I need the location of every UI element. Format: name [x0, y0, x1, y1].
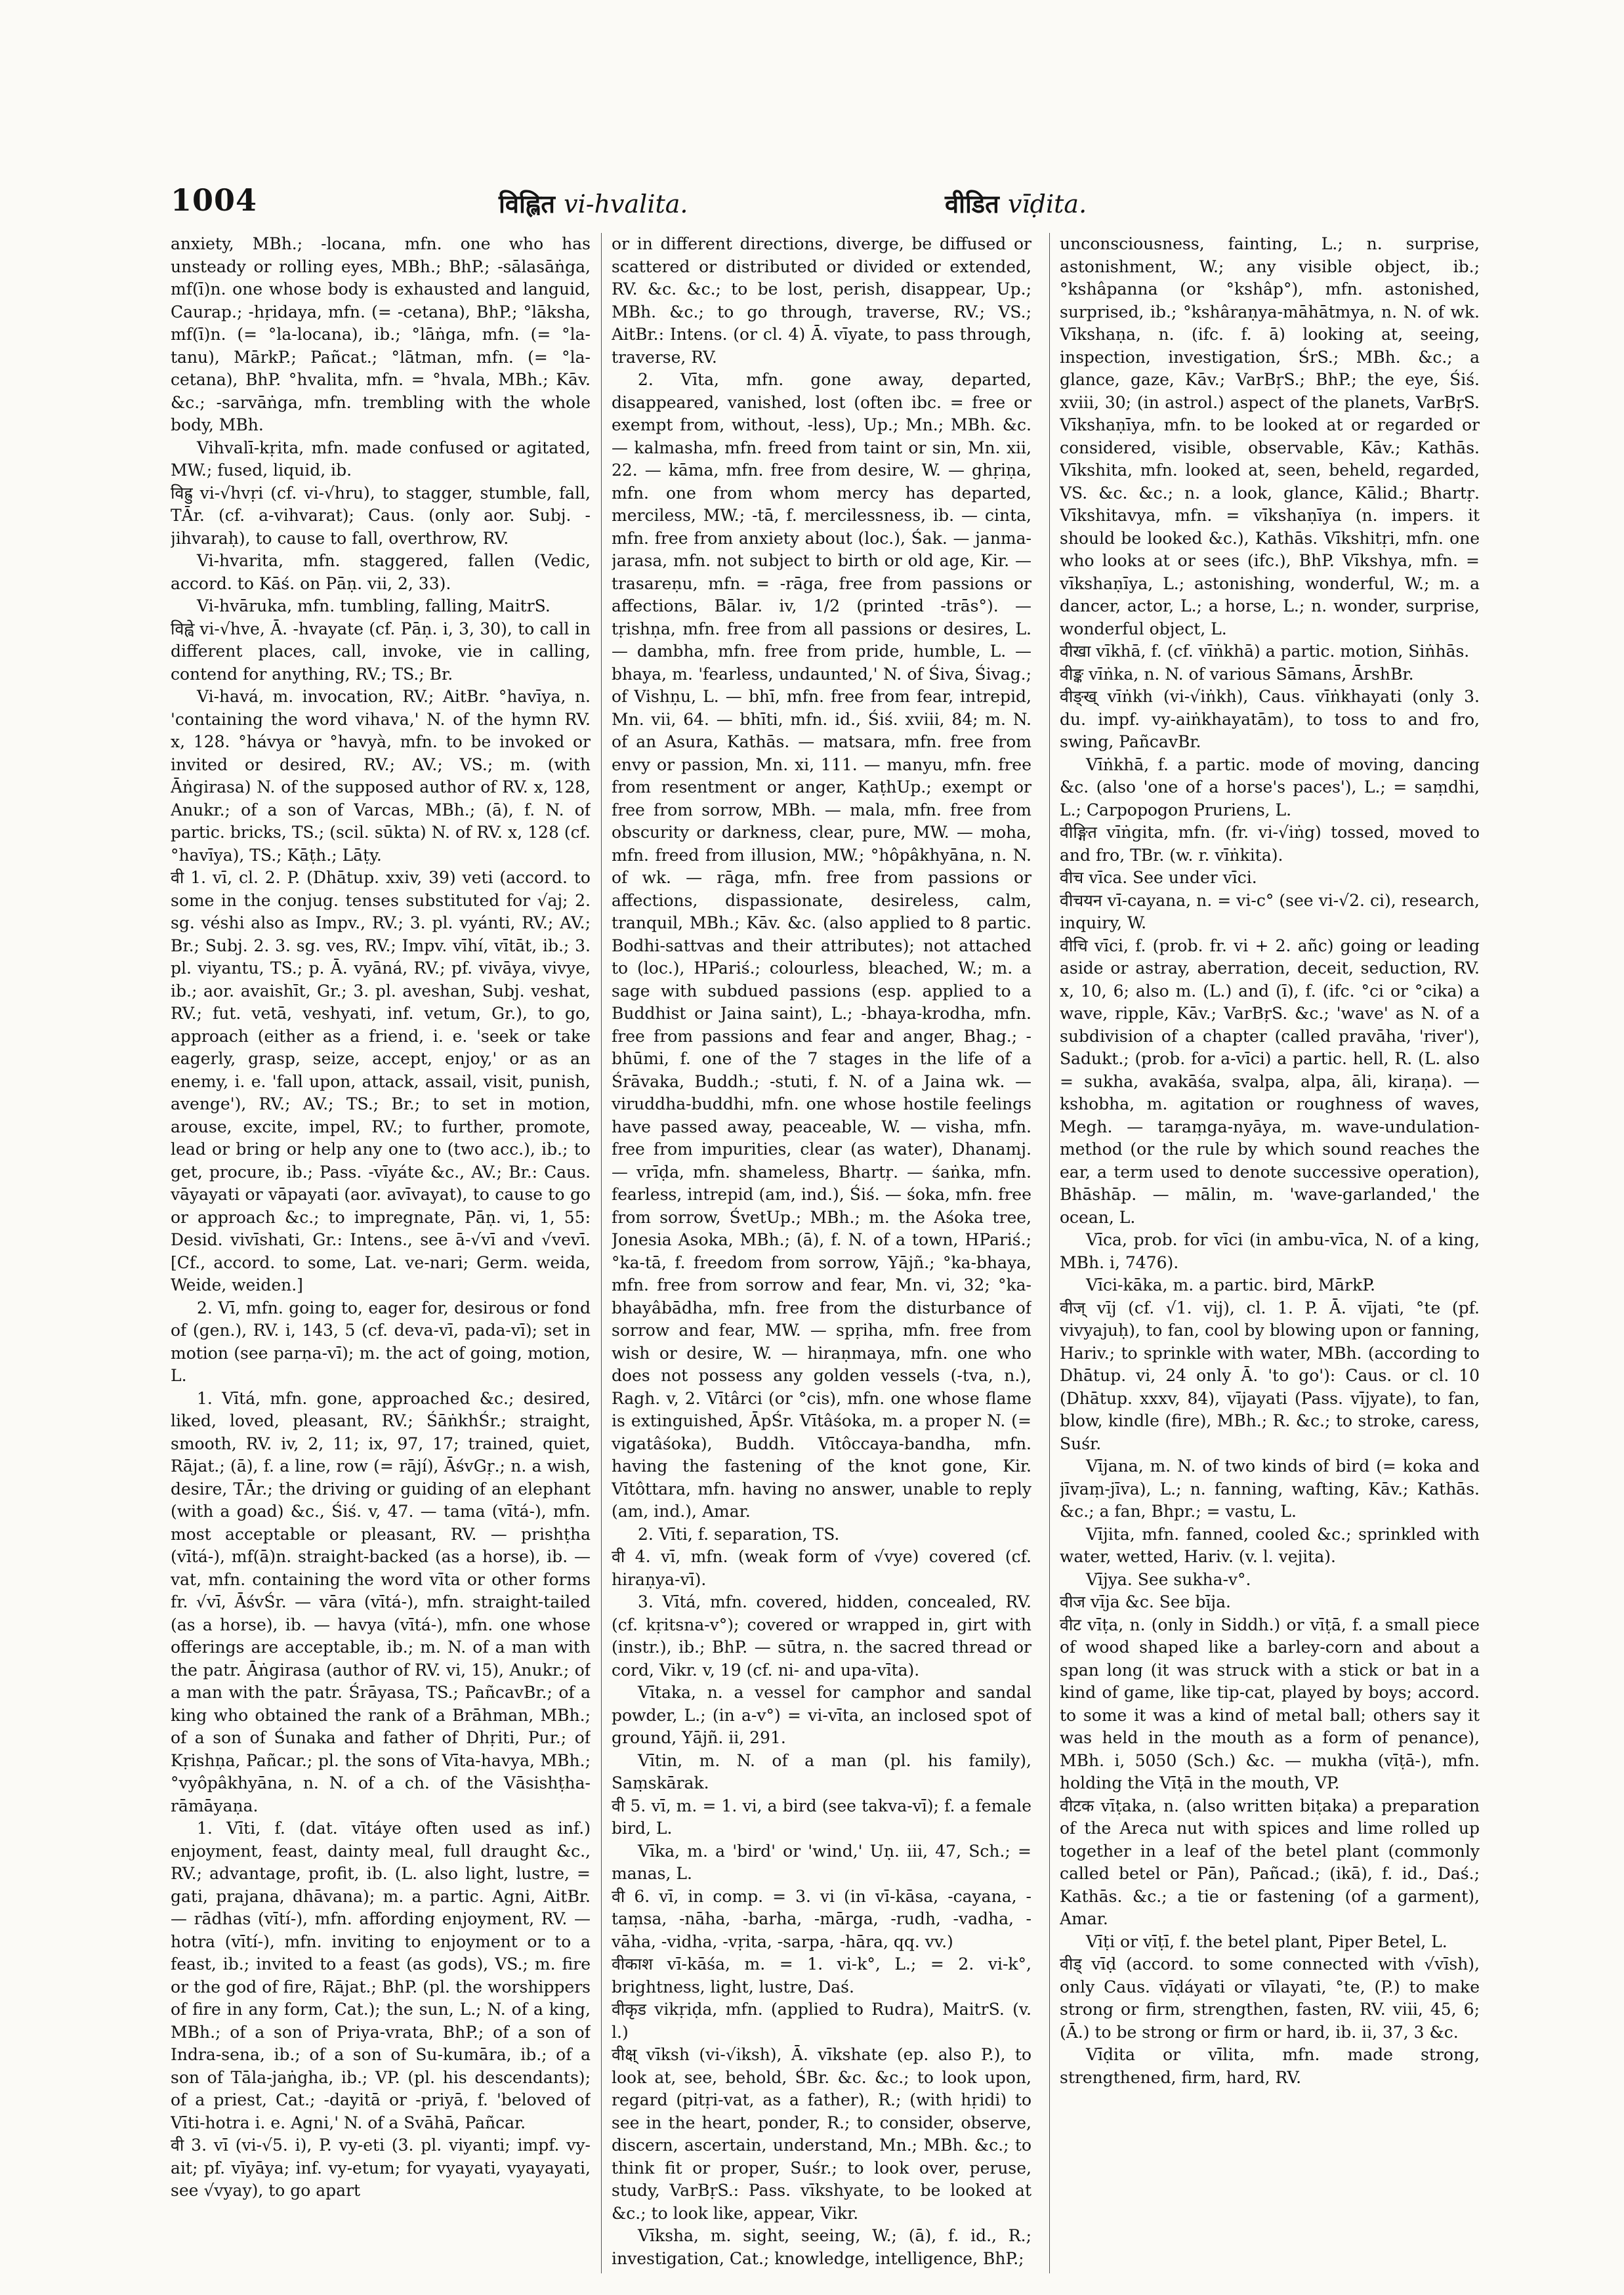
dictionary-entry: 2. Vīti, f. separation, TS.	[638, 1524, 840, 1544]
dictionary-entry: वी 6. vī, in comp. = 3. vi (in vī-kāsa, -cayana, -taṃsa, -nāha, -barha, -mārga, -rudh, -vadha, -vāha, -vidha, -vṛita, -sarpa, -hāra, qq. vv.)	[612, 1886, 1031, 1951]
column-divider	[1049, 233, 1050, 2273]
dictionary-entry: विह्रु vi-√hvṛi (cf. vi-√hru), to stagger, stumble, fall, TĀr. (cf. a-vihvarat); Caus. (only aor. Subj. -jihvaraḥ), to cause to fall, overthrow, RV.	[171, 483, 591, 548]
dictionary-entry: वीकाश vī-kāśa, m. = 1. vi-k°, L.; = 2. vi-k°, brightness, light, lustre, Daś.	[612, 1954, 1031, 1996]
dictionary-entry: or in different directions, diverge, be diffused or scattered or distributed or divided or extended, RV. &c. &c.; to be lost, perish, disappear, Up.; MBh. &c.; to go through, traverse, RV.; VS.; AitBr.: Intens. (or cl. 4) Ā. vīyate, to pass through, traverse, RV.	[612, 234, 1031, 367]
dictionary-entry: वीक्ष् vīksh (vi-√iksh), Ā. vīkshate (ep. also P.), to look at, see, behold, ŚBr. &c. &c.; to look upon, regard (pitṛi-vat, as a father), R.; (with hṛidi) to see in the heart, ponder, R.; to consider, observe, discern, ascertain, understand, Mn.; MBh. &c.; to think fit or proper, Suśr.; to look over, peruse, study, VarBṛS.: Pass. vīkshyate, to be looked at &c.; to look like, appear, Vikr.	[612, 2045, 1031, 2223]
dictionary-entry: वी 5. vī, m. = 1. vi, a bird (see takva-vī); f. a female bird, L.	[612, 1796, 1031, 1838]
dictionary-entry: Vīṭi or vīṭī, f. the betel plant, Piper Betel, L.	[1086, 1932, 1447, 1951]
dictionary-entry: वी 3. vī (vi-√5. i), P. vy-eti (3. pl. viyanti; impf. vy-ait; pf. vīyāya; inf. vy-etum; for vyayati, vyayayati, see √vyay), to go apart	[171, 2136, 591, 2200]
dictionary-entry: Vīksha, m. sight, seeing, W.; (ā), f. id., R.; investigation, Cat.; knowledge, intelligence, BhP.;	[612, 2226, 1031, 2268]
dictionary-entry: Vīṅkhā, f. a partic. mode of moving, dancing &c. (also 'one of a horse's paces'), L.; = saṃdhi, L.; Carpopogon Pruriens, L.	[1060, 755, 1480, 819]
dictionary-entry: Vītaka, n. a vessel for camphor and sandal powder, L.; (in a-v°) = vi-vīta, an inclosed spot of ground, Yājñ. ii, 291.	[612, 1683, 1031, 1747]
dictionary-entry: वीङ्क vīṅka, n. N. of various Sāmans, ĀrshBr.	[1060, 664, 1414, 684]
dictionary-entry: Vījita, mfn. fanned, cooled &c.; sprinkled with water, wetted, Hariv. (v. l. vejita).	[1060, 1524, 1480, 1566]
dictionary-entry: वीचि vīci, f. (prob. fr. vi + 2. añc) going or leading aside or astray, aberration, deceit, seduction, RV. x, 10, 6; also m. (L.) and (ī), f. (ifc. °ci or °cika) a wave, ripple, Kāv.; VarBṛS. &c.; 'wave' as N. of a subdivision of a chapter (called pravāha, 'river'), Sadukt.; (prob. for a-vīci) a partic. hell, R. (L. also = sukha, avakāśa, svalpa, alpa, āli, kiraṇa). — kshobha, m. agitation or roughness of waves, Megh. — taraṃga-nyāya, m. wave-undulation-method (or the rule by which sound reaches the ear, a term used to denote successive operation), Bhāshāp. — mālin, m. 'wave-garlanded,' the ocean, L.	[1060, 936, 1480, 1227]
dictionary-entry: Vīka, m. a 'bird' or 'wind,' Uṇ. iii, 47, Sch.; = manas, L.	[612, 1841, 1031, 1883]
dictionary-entry: Vi-hvarita, mfn. staggered, fallen (Vedic, accord. to Kāś. on Pāṇ. vii, 2, 33).	[171, 551, 591, 593]
dictionary-entry: Vīci-kāka, m. a partic. bird, MārkP.	[1086, 1275, 1375, 1294]
dictionary-entry: वीड् vīḍ (accord. to some connected with √vīsh), only Caus. vīḍáyati or vīlayati, °te, (P.) to make strong or firm, strengthen, fasten, RV. viii, 45, 6; (Ā.) to be strong or firm or hard, ib. ii, 37, 3 &c.	[1060, 1954, 1480, 2042]
dictionary-entry: Vihvalī-kṛita, mfn. made confused or agitated, MW.; fused, liquid, ib.	[171, 438, 591, 480]
dictionary-entry: विह्वे vi-√hve, Ā. -hvayate (cf. Pāṇ. i, 3, 30), to call in different places, call, invoke, vie in calling, contend for anything, RV.; TS.; Br.	[171, 619, 591, 684]
column-3	[1060, 233, 1480, 2273]
dictionary-entry: वीङ्गित vīṅgita, mfn. (fr. vi-√iṅg) tossed, moved to and fro, TBr. (w. r. vīṅkita).	[1060, 823, 1480, 865]
right-running-head	[945, 186, 1087, 220]
dictionary-entry: वीचयन vī-cayana, n. = vi-c° (see vi-√2. ci), research, inquiry, W.	[1060, 890, 1480, 932]
dictionary-entry: Vīḍita or vīlita, mfn. made strong, strengthened, firm, hard, RV.	[1060, 2045, 1480, 2087]
page-number: 1004	[171, 182, 258, 218]
dictionary-entry: वीकृड vikṛiḍa, mfn. (applied to Rudra), MaitrS. (v. l.)	[612, 2000, 1031, 2042]
dictionary-entry: unconsciousness, fainting, L.; n. surprise, astonishment, W.; any visible object, ib.; °kshâpanna (or °kshâp°), mfn. astonished, surprised, ib.; °kshâraṇya-māhātmya, n. N. of wk. Vīkshaṇa, n. (ifc. f. ā) looking at, seeing, inspection, investigation, ŚrS.; MBh. &c.; a glance, gaze, Kāv.; VarBṛS.; BhP.; the eye, Śiś. xviii, 30; (in astrol.) aspect of the planets, VarBṛS. Vīkshaṇīya, mfn. to be looked at or regarded or considered, visible, observable, Kāv.; Kathās. Vīkshita, mfn. looked at, seen, beheld, regarded, VS. &c. &c.; n. a look, glance, Kālid.; Bhartṛ. Vīkshitavya, mfn. = vīkshaṇīya (n. impers. it should be looked &c.), Kathās. Vīkshitṛi, mfn. one who looks at or sees (ifc.), BhP. Vīkshya, mfn. = vīkshaṇīya, L.; astonishing, wonderful, W.; m. a dancer, actor, L.; a horse, L.; n. wonder, surprise, wonderful object, L.	[1060, 234, 1480, 638]
right-head-roman: vīḍita.	[1008, 190, 1087, 218]
dictionary-entry: 2. Vīta, mfn. gone away, departed, disappeared, vanished, lost (often ibc. = free or exempt from, without, -less), Up.; Mn.; MBh. &c. — kalmasha, mfn. freed from taint or sin, Mn. xii, 22. — kāma, mfn. free from desire, W. — ghṛiṇa, mfn. one from whom mercy has departed, merciless, MW.; -tā, f. mercilessness, ib. — cinta, mfn. free from anxiety about (loc.), Śak. — janma-jarasa, mfn. not subject to birth or old age, Kir. — trasareṇu, mfn. = -rāga, free from passions or affections, Bālar. iv, 1/2 (printed -trās°). — tṛishṇa, mfn. free from all passions or desires, L. — dambha, mfn. free from pride, humble, L. — bhaya, m. 'fearless, undaunted,' N. of Śiva, Śivag.; of Vishṇu, L. — bhī, mfn. free from fear, intrepid, Mn. vii, 64. — bhīti, mfn. id., Śiś. xviii, 84; m. N. of an Asura, Kathās. — matsara, mfn. free from envy or passion, Mn. xi, 111. — manyu, mfn. free from resentment or anger, KaṭhUp.; exempt or free from sorrow, MBh. — mala, mfn. free from obscurity or darkness, clear, pure, MW. — moha, mfn. freed from illusion, MW.; °hôpâkhyāna, n. N. of wk. — rāga, mfn. free from passions or affections, dispassionate, desireless, calm, tranquil, MBh.; Kāv. &c. (also applied to 8 partic. Bodhi-sattvas and their attributes); not attached to (loc.), HPariś.; colourless, bleached, W.; m. a sage with subdued passions (esp. applied to a Buddhist or Jaina saint), L.; -bhaya-krodha, mfn. free from passions and fear and anger, Bhag.; -bhūmi, f. one of the 7 stages in the life of a Śrāvaka, Buddh.; -stuti, f. N. of a Jaina wk. — viruddha-buddhi, mfn. one whose hostile feelings have passed away, peaceable, W. — visha, mfn. free from impurities, clear (as water), Dhanamj. — vrīḍa, mfn. shameless, Bhartṛ. — śaṅka, mfn. fearless, intrepid (am, ind.), Śiś. — śoka, mfn. free from sorrow, ŚvetUp.; MBh.; m. the Aśoka tree, Jonesia Asoka, MBh.; (ā), f. N. of a town, HPariś.; °ka-tā, f. freedom from sorrow, Yājñ.; °ka-bhaya, mfn. free from sorrow and fear, Mn. vi, 32; °ka-bhayâbādha, mfn. free from the disturbance of sorrow and fear, MW. — spṛiha, mfn. free from wish or desire, W. — hiraṇmaya, mfn. one who does not possess any golden vessels (-tva, n.), Ragh. v, 2. Vītârci (or °cis), mfn. one whose flame is extinguished, ĀpŚr. Vītâśoka, m. a proper N. (= vigatâśoka), Buddh. Vītôccaya-bandha, mfn. having the fastening of the knot gone, Kir. Vītôttara, mfn. having no answer, unable to reply (am, ind.), Amar.	[612, 370, 1031, 1521]
dictionary-entry: 3. Vītá, mfn. covered, hidden, concealed, RV. (cf. kṛitsna-v°); covered or wrapped in, girt with (instr.), ib.; BhP. — sūtra, n. the sacred thread or cord, Vikr. v, 19 (cf. ni- and upa-vīta).	[612, 1592, 1031, 1680]
dictionary-entry: 1. Vītá, mfn. gone, approached &c.; desired, liked, loved, pleasant, RV.; ŚāṅkhŚr.; straight, smooth, RV. iv, 2, 11; ix, 97, 17; trained, quiet, Rājat.; (ā), f. a line, row (= rājí), ĀśvGṛ.; n. a wish, desire, TĀr.; the driving or guiding of an elephant (with a goad) &c., Śiś. v, 47. — tama (vītá-), mfn. most acceptable or pleasant, RV. — prishṭha (vītá-), mf(ā)n. straight-backed (as a horse), ib. — vat, mfn. containing the word vīta or other forms fr. √vī, ĀśvŚr. — vāra (vītá-), mfn. straight-tailed (as a horse), ib. — havya (vītá-), mfn. one whose offerings are acceptable, ib.; m. N. of a man with the patr. Āṅgirasa (author of RV. vi, 15), Anukr.; of a man with the patr. Śrāyasa, TS.; PañcavBr.; of a king who obtained the rank of a Brāhman, MBh.; of a son of Śunaka and father of Dhṛiti, Pur.; of Kṛishṇa, Pañcar.; pl. the sons of Vīta-havya, MBh.; °vyôpâkhyāna, n. N. of a ch. of the Vāsishṭha-rāmāyaṇa.	[171, 1388, 591, 1815]
dictionary-entry: वीज् vīj (cf. √1. vij), cl. 1. P. Ā. vījati, °te (pf. vivyajuḥ), to fan, cool by blowing upon or fanning, Hariv.; to sprinkle with water, MBh. (according to Dhātup. vi, 24 only Ā. 'to go'): Caus. or cl. 10 (Dhātup. xxxv, 84), vījayati (Pass. vījyate), to fan, blow, kindle (fire), MBh.; R. &c.; to stroke, caress, Suśr.	[1060, 1298, 1480, 1453]
dictionary-entry: Vi-havá, m. invocation, RV.; AitBr. °havīya, n. 'containing the word vihava,' N. of the hymn RV. x, 128. °hávya or °havyà, mfn. to be invoked or invited or desired, RV.; AV.; VS.; m. (with Āṅgirasa) N. of the supposed author of RV. x, 128, Anukr.; of a son of Varcas, MBh.; (ā), f. N. of partic. bricks, TS.; (scil. sūkta) N. of RV. x, 128 (cf. °havīya), TS.; Kāṭh.; Lāṭy.	[171, 687, 591, 865]
dictionary-entry: वी 1. vī, cl. 2. P. (Dhātup. xxiv, 39) veti (accord. to some in the conjug. tenses substituted for √aj; 2. sg. véshi also as Impv., RV.; 3. pl. vyánti, RV.; AV.; Br.; Subj. 2. 3. sg. ves, RV.; Impv. vīhí, vītāt, ib.; 3. pl. viyantu, TS.; p. Ā. vyāná, RV.; pf. vivāya, vivye, ib.; aor. avaishīt, Gr.; 3. pl. aveshan, Subj. veshat, RV.; fut. vetā, veshyati, inf. vetum, Gr.), to go, approach (either as a friend, i. e. 'seek or take eagerly, grasp, seize, accept, enjoy,' or as an enemy, i. e. 'fall upon, attack, assail, visit, punish, avenge'), RV.; AV.; TS.; Br.; to set in motion, arouse, excite, impel, RV.; to further, promote, lead or bring or help any one to (two acc.), ib.; to get, procure, ib.; Pass. -vīyáte &c., AV.; Br.: Caus. vāyayati or vāpayati (aor. avīvayat), to cause to go or approach &c.; to impregnate, Pāṇ. vi, 1, 55: Desid. vivīshati, Gr.: Intens., see ā-√vī and √vevī. [Cf., accord. to some, Lat. ve-nari; Germ. weida, Weide, weiden.]	[171, 868, 591, 1294]
column-divider	[601, 233, 602, 2273]
running-header	[171, 182, 1480, 219]
column-1	[171, 233, 591, 2273]
dictionary-entry: वीच vīca. See under vīci.	[1060, 868, 1257, 887]
right-head-devanagari: वीडित	[945, 190, 999, 218]
dictionary-entry: Vījana, m. N. of two kinds of bird (= koka and jīvaṃ-jīva), L.; n. fanning, wafting, Kāv.; Kathās. &c.; a fan, Bhpr.; = vastu, L.	[1060, 1457, 1480, 1521]
dictionary-entry: anxiety, MBh.; -locana, mfn. one who has unsteady or rolling eyes, MBh.; BhP.; -sālasāṅga, mf(ī)n. one whose body is exhausted and languid, Caurap.; -hṛidaya, mfn. (= -cetana), BhP.; °lāksha, mf(ī)n. (= °la-locana), ib.; °lāṅga, mfn. (= °la-tanu), MārkP.; Pañcat.; °lātman, mfn. (= °la-cetana), BhP. °hvalita, mfn. = °hvala, MBh.; Kāv. &c.; -sarvāṅga, mfn. trembling with the whole body, MBh.	[171, 234, 591, 434]
left-head-roman: vi-hvalita.	[564, 190, 688, 218]
dictionary-entry: वीटक vīṭaka, n. (also written biṭaka) a preparation of the Areca nut with spices and lime rolled up together in a leaf of the betel plant (commonly called betel or Pān), Pañcad.; (ikā), f. id., Daś.; Kathās. &c.; a tie or fastening (of a garment), Amar.	[1060, 1796, 1480, 1928]
dictionary-entry: वी 4. vī, mfn. (weak form of √vye) covered (cf. hiraṇya-vī).	[612, 1547, 1031, 1589]
left-running-head	[499, 186, 688, 220]
dictionary-entry: वीखा vīkhā, f. (cf. vīṅkhā) a partic. motion, Siṅhās.	[1060, 642, 1470, 661]
dictionary-entry: वीट vīṭa, n. (only in Siddh.) or vīṭā, f. a small piece of wood shaped like a barley-corn and about a span long (it was struck with a stick or bat in a kind of game, like tip-cat, played by boys; accord. to some it was a kind of metal ball; others say it was held in the mouth as a form of penance), MBh. i, 5050 (Sch.) &c. — mukha (vīṭā-), mfn. holding the Vīṭā in the mouth, VP.	[1060, 1615, 1480, 1792]
column-2	[612, 233, 1031, 2273]
dictionary-entry: Vīca, prob. for vīci (in ambu-vīca, N. of a king, MBh. i, 7476).	[1060, 1230, 1480, 1272]
text-columns	[171, 233, 1480, 2273]
dictionary-entry: Vi-hvāruka, mfn. tumbling, falling, MaitrS.	[197, 596, 551, 615]
dictionary-entry: वीज vīja &c. See bīja.	[1060, 1592, 1232, 1611]
dictionary-entry: वीङ्ख् vīṅkh (vi-√iṅkh), Caus. vīṅkhayati (only 3. du. impf. vy-aiṅkhayatām), to toss to and fro, swing, PañcavBr.	[1060, 687, 1480, 751]
left-head-devanagari: विह्लित	[499, 190, 555, 218]
dictionary-entry: 2. Vī, mfn. going to, eager for, desirous or fond of (gen.), RV. i, 143, 5 (cf. deva-vī, pada-vī); set in motion (see parṇa-vī); m. the act of going, motion, L.	[171, 1298, 591, 1385]
dictionary-entry: Vījya. See sukha-v°.	[1086, 1569, 1251, 1589]
dictionary-entry: Vītin, m. N. of a man (pl. his family), Saṃskārak.	[612, 1750, 1031, 1792]
dictionary-entry: 1. Vīti, f. (dat. vītáye often used as inf.) enjoyment, feast, dainty meal, full draught &c., RV.; advantage, profit, ib. (L. also light, lustre, = gati, prajana, dhāvana); m. a partic. Agni, AitBr. — rādhas (vītí-), mfn. affording enjoyment, RV. — hotra (vītí-), mfn. inviting to enjoyment or to a feast, ib.; invited to a feast (as gods), VS.; m. fire or the god of fire, Rājat.; BhP. (pl. the worshippers of fire in any form, Cat.); the sun, L.; N. of a king, MBh.; of a son of Priya-vrata, BhP.; of a son of Indra-sena, ib.; of a son of Su-kumāra, ib.; of a son of Tāla-jaṅgha, ib.; VP. (pl. his descendants); of a priest, Cat.; -dayitā or -priyā, f. 'beloved of Vīti-hotra i. e. Agni,' N. of a Svāhā, Pañcar.	[171, 1819, 591, 2132]
